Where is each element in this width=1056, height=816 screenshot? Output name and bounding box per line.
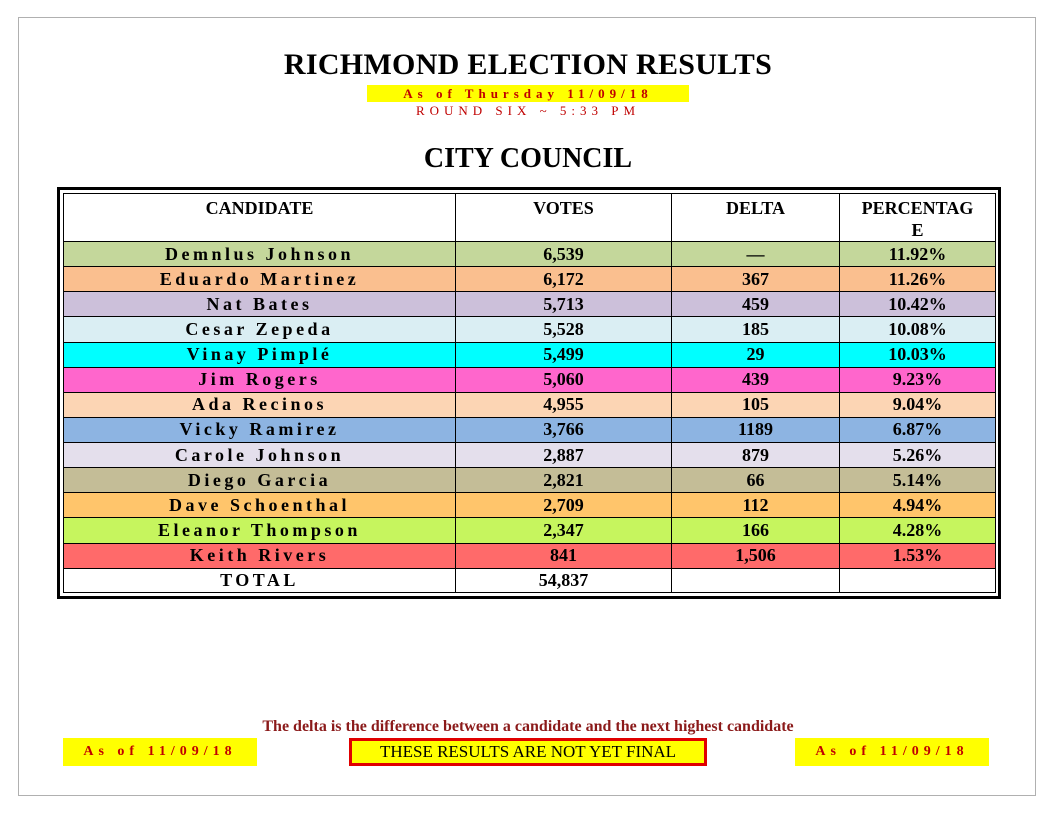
candidate-row — [64, 543, 996, 568]
results-table-frame — [57, 187, 1001, 599]
as-of-badge-right: As of 11/09/18 — [795, 738, 989, 766]
candidate-percentage: 10.08% — [840, 317, 996, 342]
candidate-delta: 29 — [672, 342, 840, 367]
candidate-percentage: 10.42% — [840, 292, 996, 317]
candidate-percentage: 5.26% — [840, 443, 996, 468]
candidate-delta: 439 — [672, 367, 840, 392]
header-votes: VOTES — [456, 194, 672, 242]
page-title: RICHMOND ELECTION RESULTS — [283, 48, 773, 81]
candidate-delta: 66 — [672, 468, 840, 493]
as-of-date-banner: As of Thursday 11/09/18 — [367, 85, 689, 102]
candidate-row — [64, 267, 996, 292]
candidate-name: Demnlus Johnson — [64, 242, 456, 267]
candidate-votes: 6,172 — [456, 267, 672, 292]
candidate-name: Eduardo Martinez — [64, 267, 456, 292]
candidate-votes: 2,887 — [456, 443, 672, 468]
candidate-row — [64, 468, 996, 493]
results-table — [63, 193, 996, 593]
candidate-votes: 5,499 — [456, 342, 672, 367]
candidate-row — [64, 342, 996, 367]
candidate-row — [64, 367, 996, 392]
header-delta: DELTA — [672, 194, 840, 242]
candidate-votes: 841 — [456, 543, 672, 568]
candidate-percentage: 6.87% — [840, 417, 996, 442]
candidate-name: Vinay Pimplé — [64, 342, 456, 367]
total-delta-empty — [672, 568, 840, 592]
candidate-name: Diego Garcia — [64, 468, 456, 493]
total-votes: 54,837 — [456, 568, 672, 592]
candidate-row — [64, 292, 996, 317]
as-of-badge-left: As of 11/09/18 — [63, 738, 257, 766]
candidate-row — [64, 493, 996, 518]
candidate-percentage: 1.53% — [840, 543, 996, 568]
candidate-votes: 5,060 — [456, 367, 672, 392]
header-candidate: CANDIDATE — [64, 194, 456, 242]
candidate-delta: — — [672, 242, 840, 267]
candidate-delta: 1189 — [672, 417, 840, 442]
table-header-row — [64, 194, 996, 242]
candidate-row — [64, 392, 996, 417]
candidate-percentage: 11.26% — [840, 267, 996, 292]
candidate-votes: 6,539 — [456, 242, 672, 267]
candidate-delta: 112 — [672, 493, 840, 518]
candidate-delta: 166 — [672, 518, 840, 543]
candidate-name: Jim Rogers — [64, 367, 456, 392]
candidate-row — [64, 417, 996, 442]
candidate-votes: 2,821 — [456, 468, 672, 493]
candidate-votes: 2,347 — [456, 518, 672, 543]
total-label: TOTAL — [64, 568, 456, 592]
candidate-row — [64, 518, 996, 543]
candidate-name: Vicky Ramirez — [64, 417, 456, 442]
candidate-percentage: 5.14% — [840, 468, 996, 493]
candidate-name: Cesar Zepeda — [64, 317, 456, 342]
candidate-name: Carole Johnson — [64, 443, 456, 468]
candidate-name: Keith Rivers — [64, 543, 456, 568]
candidate-row — [64, 317, 996, 342]
not-final-banner: THESE RESULTS ARE NOT YET FINAL — [349, 738, 707, 766]
candidate-votes: 5,713 — [456, 292, 672, 317]
candidate-percentage: 10.03% — [840, 342, 996, 367]
section-title: CITY COUNCIL — [423, 143, 633, 174]
candidate-percentage: 9.04% — [840, 392, 996, 417]
candidate-delta: 367 — [672, 267, 840, 292]
candidate-votes: 2,709 — [456, 493, 672, 518]
candidate-row — [64, 443, 996, 468]
candidate-name: Dave Schoenthal — [64, 493, 456, 518]
candidate-delta: 105 — [672, 392, 840, 417]
header-percentage: PERCENTAG E — [840, 194, 996, 242]
candidate-delta: 879 — [672, 443, 840, 468]
round-time-label: ROUND SIX ~ 5:33 PM — [415, 103, 641, 118]
candidate-percentage: 4.28% — [840, 518, 996, 543]
candidate-name: Eleanor Thompson — [64, 518, 456, 543]
candidate-delta: 1,506 — [672, 543, 840, 568]
candidate-delta: 185 — [672, 317, 840, 342]
total-row — [64, 568, 996, 592]
candidate-votes: 3,766 — [456, 417, 672, 442]
total-percentage-empty — [840, 568, 996, 592]
candidate-delta: 459 — [672, 292, 840, 317]
candidate-row — [64, 242, 996, 267]
candidate-votes: 5,528 — [456, 317, 672, 342]
candidate-percentage: 11.92% — [840, 242, 996, 267]
candidate-votes: 4,955 — [456, 392, 672, 417]
candidate-percentage: 9.23% — [840, 367, 996, 392]
candidate-percentage: 4.94% — [840, 493, 996, 518]
candidate-name: Ada Recinos — [64, 392, 456, 417]
delta-footnote: The delta is the difference between a candidate and the next highest candidate — [262, 718, 794, 735]
candidate-name: Nat Bates — [64, 292, 456, 317]
